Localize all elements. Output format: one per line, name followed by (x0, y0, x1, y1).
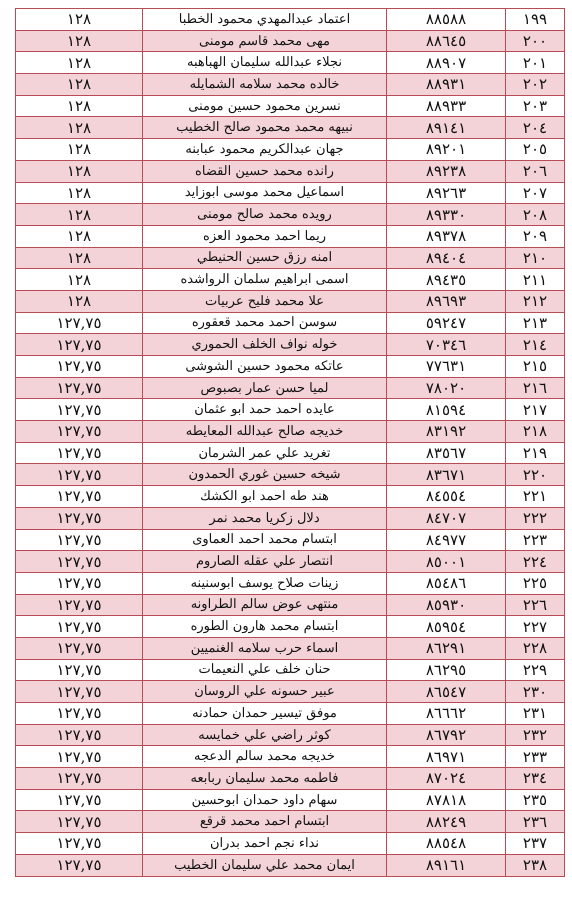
person-name: ايمان محمد علي سليمان الخطيب (143, 854, 387, 876)
table-row (16, 52, 565, 74)
row-index: ٢٠١ (506, 52, 565, 74)
id-number: ٥٩٢٤٧ (387, 312, 506, 334)
row-index: ٢٠٩ (506, 225, 565, 247)
person-name: عايده احمد حمد ابو عثمان (143, 399, 387, 421)
score-value: ١٢٧,٧٥ (16, 442, 143, 464)
score-value: ١٢٧,٧٥ (16, 334, 143, 356)
table-row (16, 334, 565, 356)
score-value: ١٢٧,٧٥ (16, 312, 143, 334)
table-row (16, 854, 565, 876)
row-index: ٢٠٣ (506, 95, 565, 117)
score-value: ١٢٧,٧٥ (16, 746, 143, 768)
id-number: ٧٨٠٢٠ (387, 377, 506, 399)
table-row (16, 95, 565, 117)
person-name: جهان عبدالكريم محمود عبابنه (143, 139, 387, 161)
score-value: ١٢٨ (16, 290, 143, 312)
score-value: ١٢٧,٧٥ (16, 486, 143, 508)
score-value: ١٢٧,٧٥ (16, 854, 143, 876)
table-row (16, 247, 565, 269)
person-name: اسماء حرب سلامه الغنميين (143, 637, 387, 659)
table-row (16, 421, 565, 443)
table-row (16, 746, 565, 768)
table-row (16, 117, 565, 139)
id-number: ٨٧٠٢٤ (387, 768, 506, 790)
table-row (16, 616, 565, 638)
score-value: ١٢٧,٧٥ (16, 399, 143, 421)
results-table (15, 8, 565, 877)
row-index: ١٩٩ (506, 9, 565, 31)
table-row (16, 160, 565, 182)
row-index: ٢١٦ (506, 377, 565, 399)
row-index: ٢٠٠ (506, 30, 565, 52)
row-index: ٢٠٧ (506, 182, 565, 204)
person-name: مهى محمد قاسم مومنى (143, 30, 387, 52)
score-value: ١٢٧,٧٥ (16, 703, 143, 725)
person-name: اسمى ابراهيم سلمان الرواشده (143, 269, 387, 291)
id-number: ٨٥٠٠١ (387, 551, 506, 573)
id-number: ٨٩١٦١ (387, 854, 506, 876)
id-number: ٨٣٥٦٧ (387, 442, 506, 464)
id-number: ٨٨٩٠٧ (387, 52, 506, 74)
row-index: ٢٢٤ (506, 551, 565, 573)
score-value: ١٢٧,٧٥ (16, 681, 143, 703)
table-row (16, 290, 565, 312)
id-number: ٨٥٤٨٦ (387, 572, 506, 594)
score-value: ١٢٨ (16, 139, 143, 161)
person-name: رانده محمد حسين القضاه (143, 160, 387, 182)
table-row (16, 833, 565, 855)
row-index: ٢١٥ (506, 356, 565, 378)
score-value: ١٢٨ (16, 204, 143, 226)
score-value: ١٢٨ (16, 95, 143, 117)
table-row (16, 74, 565, 96)
table-row (16, 811, 565, 833)
person-name: نسرين محمود حسين مومنى (143, 95, 387, 117)
score-value: ١٢٨ (16, 74, 143, 96)
score-value: ١٢٧,٧٥ (16, 637, 143, 659)
table-row (16, 659, 565, 681)
score-value: ١٢٧,٧٥ (16, 594, 143, 616)
person-name: منتهى عوض سالم الطراونه (143, 594, 387, 616)
id-number: ٨٣٦٧١ (387, 464, 506, 486)
table-row (16, 572, 565, 594)
row-index: ٢٢٠ (506, 464, 565, 486)
score-value: ١٢٧,٧٥ (16, 768, 143, 790)
table-row (16, 377, 565, 399)
person-name: تغريد علي عمر الشرمان (143, 442, 387, 464)
row-index: ٢٢٩ (506, 659, 565, 681)
person-name: خديجه محمد سالم الدعجه (143, 746, 387, 768)
person-name: عبير حسونه علي الروسان (143, 681, 387, 703)
score-value: ١٢٧,٧٥ (16, 421, 143, 443)
score-value: ١٢٧,٧٥ (16, 811, 143, 833)
person-name: موفق تيسير حمدان حمادنه (143, 703, 387, 725)
row-index: ٢١٤ (506, 334, 565, 356)
score-value: ١٢٧,٧٥ (16, 551, 143, 573)
person-name: رويده محمد صالح مومنى (143, 204, 387, 226)
score-value: ١٢٨ (16, 225, 143, 247)
table-row (16, 204, 565, 226)
person-name: علا محمد فليح عربيات (143, 290, 387, 312)
table-row (16, 637, 565, 659)
id-number: ٨٦٥٤٧ (387, 681, 506, 703)
person-name: ابتسام محمد هارون الطوره (143, 616, 387, 638)
person-name: نجلاء عبدالله سليمان الهباهبه (143, 52, 387, 74)
table-row (16, 724, 565, 746)
table-row (16, 529, 565, 551)
table-row (16, 182, 565, 204)
id-number: ٨٨٩٣١ (387, 74, 506, 96)
id-number: ٨٦٦٦٢ (387, 703, 506, 725)
row-index: ٢٣٤ (506, 768, 565, 790)
table-row (16, 225, 565, 247)
person-name: ريما احمد محمود العزه (143, 225, 387, 247)
table-row (16, 681, 565, 703)
table-row (16, 768, 565, 790)
person-name: سهام داود حمدان ابوحسين (143, 789, 387, 811)
score-value: ١٢٧,٧٥ (16, 377, 143, 399)
score-value: ١٢٨ (16, 52, 143, 74)
row-index: ٢٣٣ (506, 746, 565, 768)
row-index: ٢٠٥ (506, 139, 565, 161)
score-value: ١٢٨ (16, 117, 143, 139)
id-number: ٨٩٦٩٣ (387, 290, 506, 312)
person-name: هند طه احمد ابو الكشك (143, 486, 387, 508)
row-index: ٢٠٢ (506, 74, 565, 96)
id-number: ٨٨٦٤٥ (387, 30, 506, 52)
row-index: ٢١٠ (506, 247, 565, 269)
score-value: ١٢٧,٧٥ (16, 356, 143, 378)
row-index: ٢٣٥ (506, 789, 565, 811)
row-index: ٢١٢ (506, 290, 565, 312)
table-row (16, 356, 565, 378)
score-value: ١٢٧,٧٥ (16, 572, 143, 594)
table-row (16, 442, 565, 464)
id-number: ٨٨٢٤٩ (387, 811, 506, 833)
row-index: ٢١٧ (506, 399, 565, 421)
person-name: نداء نجم احمد بدران (143, 833, 387, 855)
score-value: ١٢٧,٧٥ (16, 464, 143, 486)
score-value: ١٢٧,٧٥ (16, 789, 143, 811)
row-index: ٢٢٨ (506, 637, 565, 659)
score-value: ١٢٨ (16, 269, 143, 291)
person-name: حنان خلف علي النعيمات (143, 659, 387, 681)
id-number: ٨٦٢٩٥ (387, 659, 506, 681)
score-value: ١٢٧,٧٥ (16, 616, 143, 638)
person-name: سوسن احمد محمد قعقوره (143, 312, 387, 334)
score-value: ١٢٧,٧٥ (16, 659, 143, 681)
id-number: ٨٩٢٦٣ (387, 182, 506, 204)
id-number: ٨٤٩٧٧ (387, 529, 506, 551)
person-name: امنه رزق حسين الحنيطي (143, 247, 387, 269)
id-number: ٨٦٧٩٢ (387, 724, 506, 746)
id-number: ٨٥٩٥٤ (387, 616, 506, 638)
table-row (16, 139, 565, 161)
id-number: ٨٤٥٥٤ (387, 486, 506, 508)
id-number: ٨٨٩٣٣ (387, 95, 506, 117)
score-value: ١٢٨ (16, 160, 143, 182)
row-index: ٢٢٥ (506, 572, 565, 594)
row-index: ٢٣٨ (506, 854, 565, 876)
person-name: خالده محمد سلامه الشمايله (143, 74, 387, 96)
id-number: ٨٦٩٧١ (387, 746, 506, 768)
id-number: ٨٣١٩٢ (387, 421, 506, 443)
table-row (16, 9, 565, 31)
id-number: ٨٩٢٣٨ (387, 160, 506, 182)
table-row (16, 594, 565, 616)
row-index: ٢٢١ (506, 486, 565, 508)
id-number: ٨٩٣٣٠ (387, 204, 506, 226)
table-row (16, 507, 565, 529)
table-row (16, 269, 565, 291)
table-row (16, 464, 565, 486)
row-index: ٢٣٠ (506, 681, 565, 703)
table-row (16, 30, 565, 52)
row-index: ٢٣٧ (506, 833, 565, 855)
id-number: ٨٧٨١٨ (387, 789, 506, 811)
row-index: ٢٢٣ (506, 529, 565, 551)
row-index: ٢١٣ (506, 312, 565, 334)
person-name: لميا حسن عمار بصبوص (143, 377, 387, 399)
person-name: دلال زكريا محمد نمر (143, 507, 387, 529)
id-number: ٨٨٥٤٨ (387, 833, 506, 855)
results-table-body (16, 9, 565, 877)
person-name: ابتسام محمد احمد العماوى (143, 529, 387, 551)
id-number: ٧٧٦٣١ (387, 356, 506, 378)
id-number: ٨٨٥٨٨ (387, 9, 506, 31)
table-row (16, 703, 565, 725)
score-value: ١٢٨ (16, 182, 143, 204)
id-number: ٨٥٩٣٠ (387, 594, 506, 616)
id-number: ٨٤٧٠٧ (387, 507, 506, 529)
person-name: شيخه حسين غوري الحمدون (143, 464, 387, 486)
id-number: ٨٦٢٩١ (387, 637, 506, 659)
id-number: ٨٩٢٠١ (387, 139, 506, 161)
table-row (16, 486, 565, 508)
person-name: ابتسام احمد محمد قرقع (143, 811, 387, 833)
id-number: ٧٠٣٤٦ (387, 334, 506, 356)
score-value: ١٢٧,٧٥ (16, 529, 143, 551)
id-number: ٨١٥٩٤ (387, 399, 506, 421)
person-name: زينات صلاح يوسف ابوسنينه (143, 572, 387, 594)
id-number: ٨٩٤٣٥ (387, 269, 506, 291)
table-row (16, 312, 565, 334)
person-name: كوثر راضي علي خمايسه (143, 724, 387, 746)
row-index: ٢٣٢ (506, 724, 565, 746)
score-value: ١٢٧,٧٥ (16, 724, 143, 746)
person-name: خديجه صالح عبدالله المعايطه (143, 421, 387, 443)
table-row (16, 789, 565, 811)
person-name: نبيهه محمد محمود صالح الخطيب (143, 117, 387, 139)
row-index: ٢٠٦ (506, 160, 565, 182)
row-index: ٢١١ (506, 269, 565, 291)
score-value: ١٢٨ (16, 30, 143, 52)
row-index: ٢٢٦ (506, 594, 565, 616)
row-index: ٢٢٧ (506, 616, 565, 638)
person-name: فاطمه محمد سليمان ربابعه (143, 768, 387, 790)
score-value: ١٢٨ (16, 9, 143, 31)
row-index: ٢١٨ (506, 421, 565, 443)
score-value: ١٢٨ (16, 247, 143, 269)
row-index: ٢٢٢ (506, 507, 565, 529)
person-name: اسماعيل محمد موسى ابوزايد (143, 182, 387, 204)
row-index: ٢٠٨ (506, 204, 565, 226)
person-name: خوله نواف الخلف الحموري (143, 334, 387, 356)
table-row (16, 399, 565, 421)
person-name: اعتماد عبدالمهدي محمود الخطبا (143, 9, 387, 31)
row-index: ٢٣٦ (506, 811, 565, 833)
score-value: ١٢٧,٧٥ (16, 507, 143, 529)
table-row (16, 551, 565, 573)
id-number: ٨٩١٤١ (387, 117, 506, 139)
score-value: ١٢٧,٧٥ (16, 833, 143, 855)
id-number: ٨٩٣٧٨ (387, 225, 506, 247)
row-index: ٢١٩ (506, 442, 565, 464)
row-index: ٢٣١ (506, 703, 565, 725)
person-name: عاتكه محمود حسين الشوشى (143, 356, 387, 378)
person-name: انتصار علي عقله الصاروم (143, 551, 387, 573)
id-number: ٨٩٤٠٤ (387, 247, 506, 269)
row-index: ٢٠٤ (506, 117, 565, 139)
